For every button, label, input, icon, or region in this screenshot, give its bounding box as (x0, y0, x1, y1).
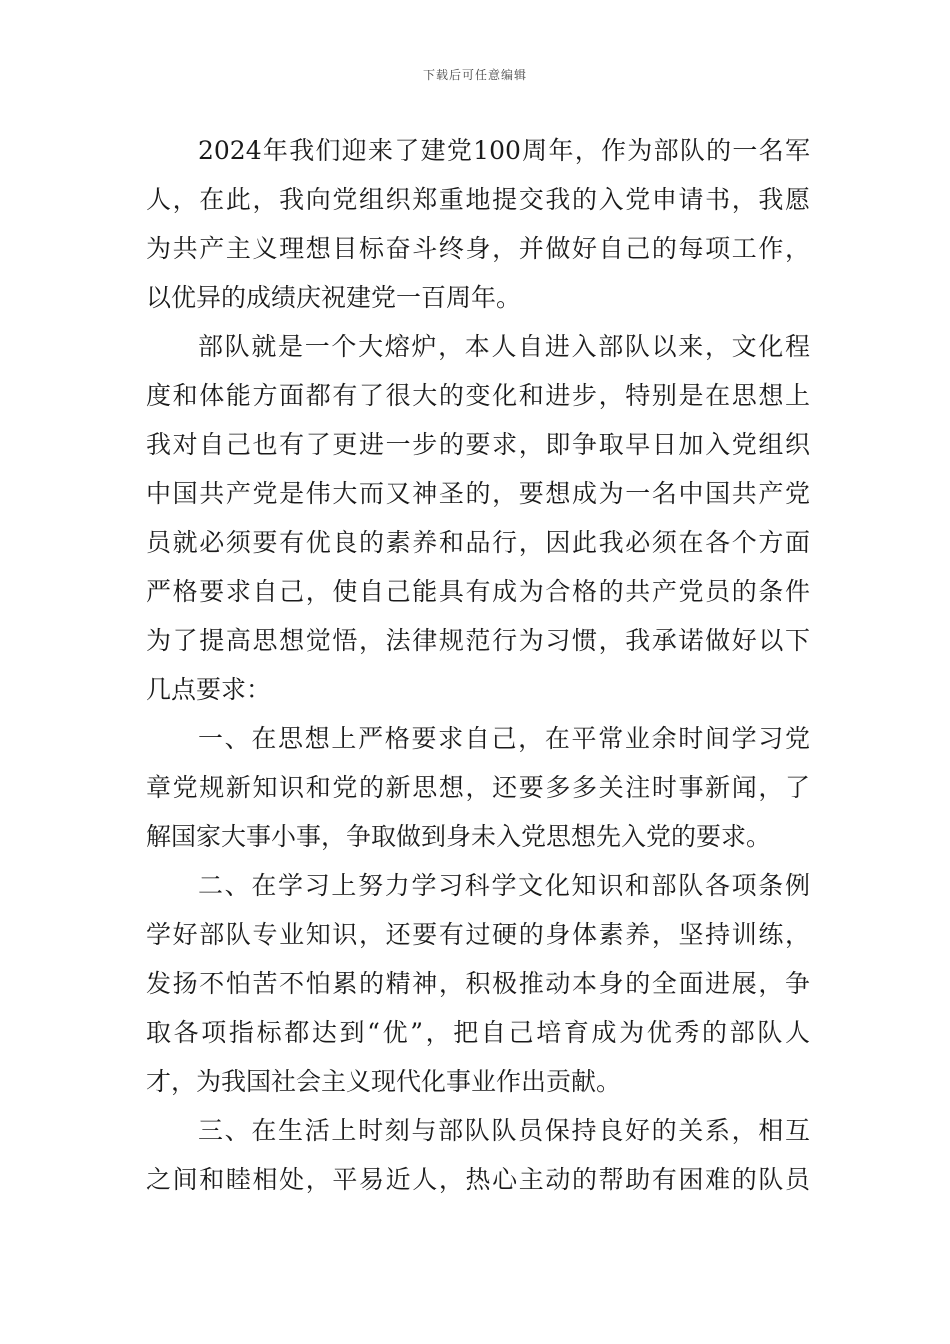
paragraph-2-line-8: 几点要求： (146, 675, 272, 704)
paragraph-5-line-2: 之间和睦相处，平易近人，热心主动的帮助有困难的队员 (146, 1165, 810, 1194)
paragraph-2-line-3: 我对自己也有了更进一步的要求，即争取早日加入党组织 (146, 430, 810, 459)
header-note: 下载后可任意编辑 (422, 68, 527, 82)
paragraph-2-line-2: 度和体能方面都有了很大的变化和进步，特别是在思想上 (146, 381, 810, 410)
paragraph-2-line-1: 部队就是一个大熔炉，本人自进入部队以来，文化程 (198, 332, 810, 361)
paragraph-2-line-7: 为了提高思想觉悟，法律规范行为习惯，我承诺做好以下 (146, 626, 810, 655)
paragraph-1-line-2: 人，在此，我向党组织郑重地提交我的入党申请书，我愿 (146, 185, 810, 214)
paragraph-2-line-4: 中国共产党是伟大而又神圣的，要想成为一名中国共产党 (146, 479, 810, 508)
paragraph-5-line-1: 三、在生活上时刻与部队队员保持良好的关系，相互 (198, 1116, 810, 1145)
paragraph-3-line-1: 一、在思想上严格要求自己，在平常业余时间学习党 (198, 724, 810, 753)
paragraph-4-line-1: 二、在学习上努力学习科学文化知识和部队各项条例 (198, 871, 810, 900)
paragraph-2-line-6: 严格要求自己，使自己能具有成为合格的共产党员的条件 (146, 577, 810, 606)
paragraph-4-line-2: 学好部队专业知识，还要有过硬的身体素养，坚持训练， (146, 920, 810, 949)
document-body (146, 126, 810, 1204)
paragraph-1-line-3: 为共产主义理想目标奋斗终身，并做好自己的每项工作， (146, 234, 810, 263)
paragraph-4-line-4: 取各项指标都达到“优”，把自己培育成为优秀的部队人 (146, 1018, 810, 1047)
paragraph-1-line-1: 2024年我们迎来了建党100周年，作为部队的一名军 (198, 136, 810, 165)
paragraph-4-line-5: 才，为我国社会主义现代化事业作出贡献。 (146, 1067, 622, 1096)
paragraph-4-line-3: 发扬不怕苦不怕累的精神，积极推动本身的全面进展，争 (146, 969, 810, 998)
paragraph-2-line-5: 员就必须要有优良的素养和品行，因此我必须在各个方面 (146, 528, 810, 557)
paragraph-3-line-2: 章党规新知识和党的新思想，还要多多关注时事新闻，了 (146, 773, 810, 802)
paragraph-1-line-4: 以优异的成绩庆祝建党一百周年。 (146, 283, 522, 312)
paragraph-3-line-3: 解国家大事小事，争取做到身未入党思想先入党的要求。 (146, 822, 772, 851)
